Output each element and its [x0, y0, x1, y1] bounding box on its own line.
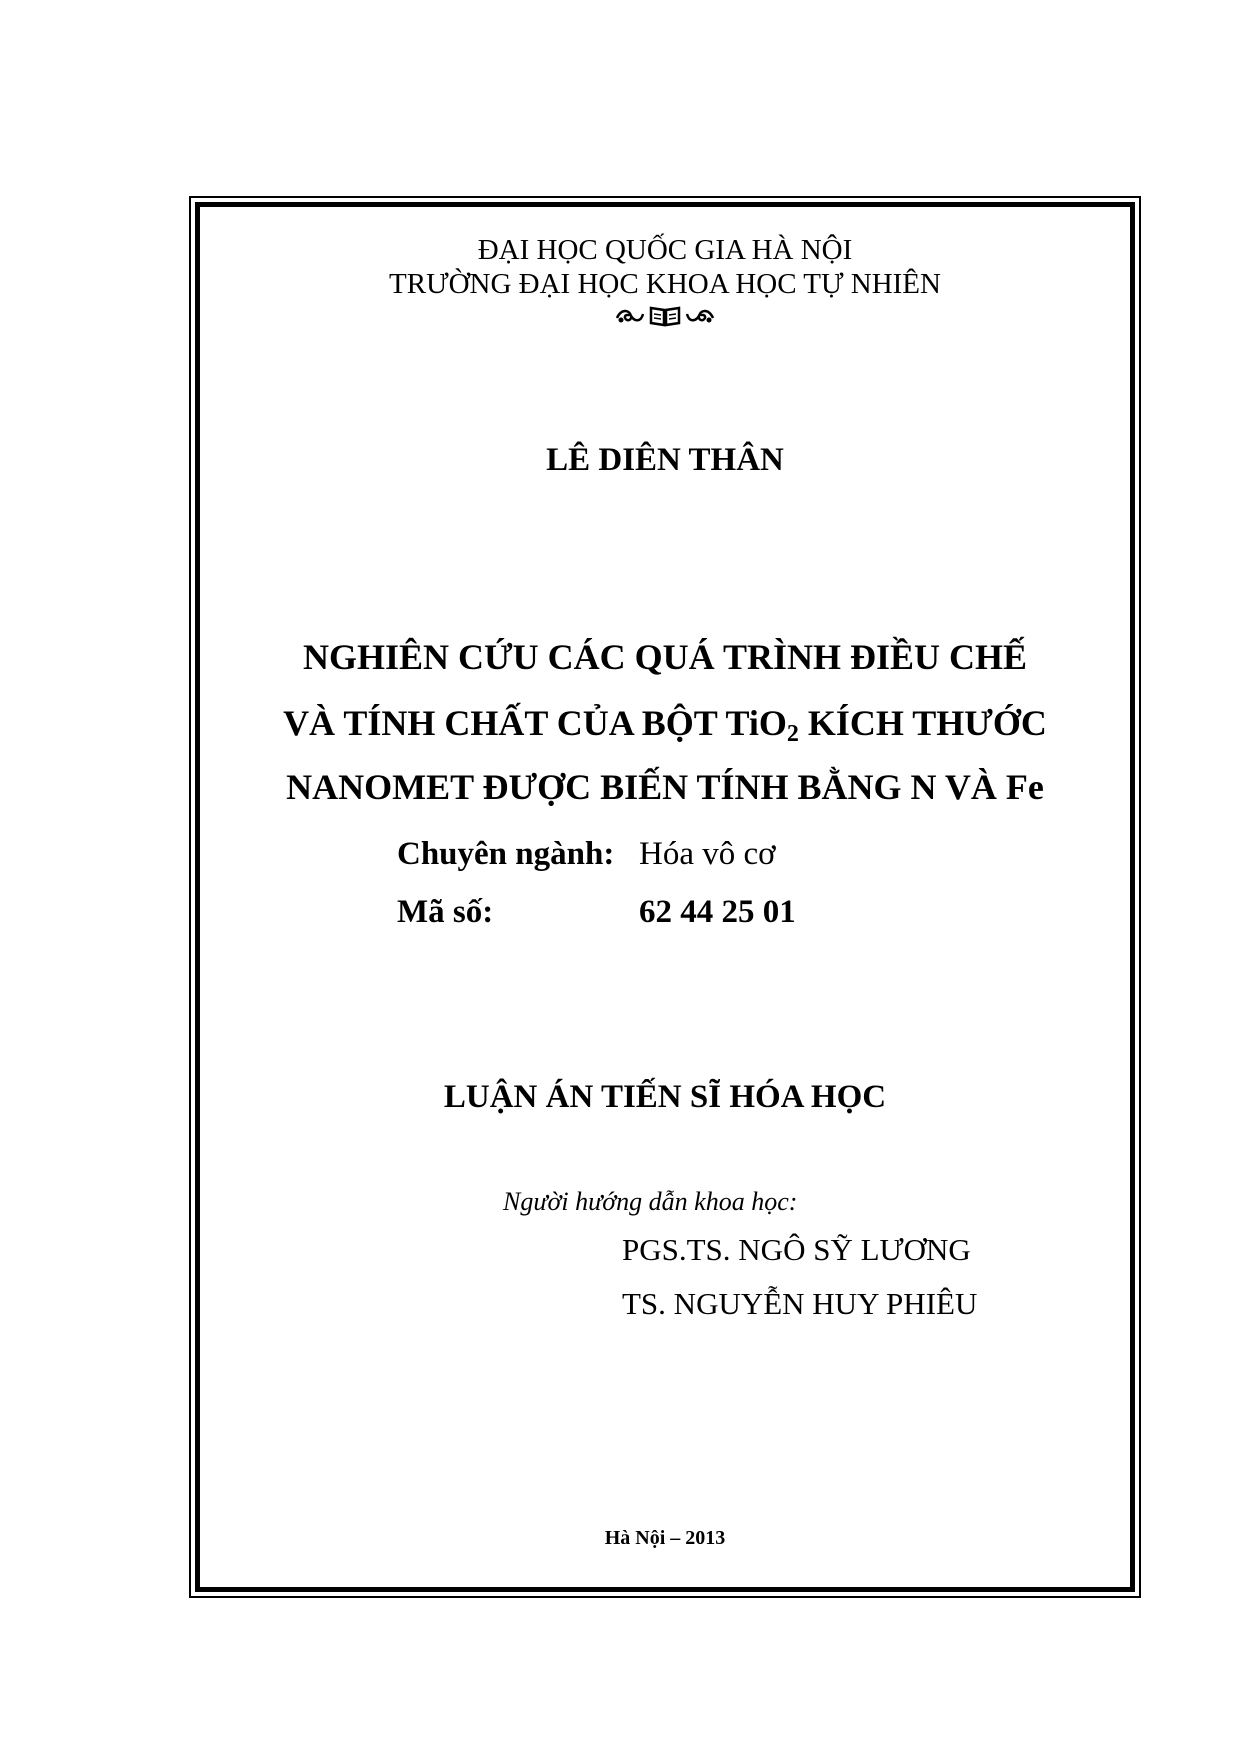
university-name: ĐẠI HỌC QUỐC GIA HÀ NỘI: [477, 234, 853, 266]
thesis-title-line-3: NANOMET ĐƯỢC BIẾN TÍNH BẰNG N VÀ Fe: [286, 767, 1044, 807]
advisor-1: PGS.TS. NGÔ SỸ LƯƠNG: [622, 1232, 971, 1267]
major-value: Hóa vô cơ: [639, 836, 776, 872]
left-flourish-icon: [615, 306, 645, 331]
major-label: Chuyên ngành:: [397, 836, 615, 872]
code-label: Mã số:: [397, 894, 494, 930]
advisor-2: TS. NGUYỄN HUY PHIÊU: [622, 1286, 978, 1321]
open-book-icon: [649, 305, 681, 332]
code-value: 62 44 25 01: [639, 894, 796, 930]
place-and-year: Hà Nội – 2013: [604, 1527, 726, 1549]
school-name: TRƯỜNG ĐẠI HỌC KHOA HỌC TỰ NHIÊN: [389, 268, 941, 300]
thesis-title-line-1: NGHIÊN CỨU CÁC QUÁ TRÌNH ĐIỀU CHẾ: [302, 637, 1028, 677]
advisors-label: Người hướng dẫn khoa học:: [503, 1187, 798, 1216]
title-line-2-end: KÍCH THƯỚC: [798, 703, 1047, 743]
thesis-title-line-2: [195, 701, 1135, 756]
subscript-2: 2: [786, 721, 799, 747]
degree-title: LUẬN ÁN TIẾN SĨ HÓA HỌC: [443, 1079, 887, 1115]
title-line-2-start: VÀ TÍNH CHẤT CỦA BỘT TiO: [283, 703, 787, 743]
ornament: [195, 303, 1135, 333]
right-flourish-icon: [685, 306, 715, 331]
author-name: LÊ DIÊN THÂN: [546, 442, 784, 478]
